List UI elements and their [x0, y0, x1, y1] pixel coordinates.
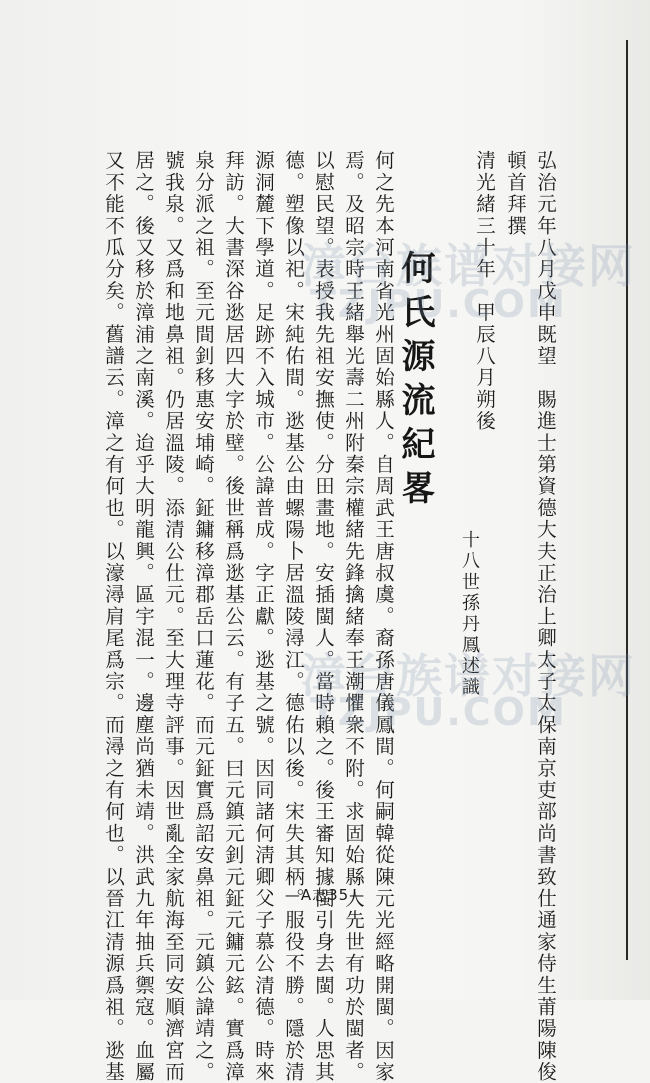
body-line: 拜訪。大書深谷逖居四大字於壁。後世稱爲逖基公云。有子五。曰元鎮元釗元鉦元鏞元鉉。實爲漳	[222, 150, 245, 1083]
body-line: 德。塑像以祀。宋純佑間。逖基公由螺陽卜居溫陵潯江。德佑以後。宋失其柄。服役不勝。隱於清	[282, 150, 305, 1083]
header-line-colophon: 弘治元年八月戊申既望 賜進士第資德大夫正治上卿太子太保南京吏部尚書致仕通家侍生莆陽陳俊	[534, 150, 557, 1083]
body-line: 居之。後又移於漳浦之南溪。迨乎大明龍興。區宇混一。邊塵尚猶未靖。洪武九年抽兵禦寇。血屬	[132, 150, 155, 1083]
body-line: 又不能不瓜分矣。舊譜云。漳之有何也。以濠潯肩尾爲宗。而潯之有何也。以晉江清源爲祖。逖基	[102, 150, 125, 1083]
watermark-url: TZJPU.COM	[310, 690, 567, 734]
body-line: 何之先本河南省光州固始縣人。自周武王唐叔虞。裔孫唐儀鳳間。何嗣韓從陳元光經略開閩。因家	[372, 150, 395, 1083]
author-line: 十八世孫丹鳳述識	[459, 530, 480, 698]
document-title: 何氏源流紀畧	[395, 250, 435, 514]
body-line: 焉。及昭宗時王緒舉光壽二州附秦宗權緒先鋒擒緒奉王潮懼衆不附。求固始縣人先世有功於閩者。	[342, 150, 365, 1083]
body-line: 泉分派之祖。至元間釗移惠安埔崎。鉦鏞移漳郡岳口蓮花。而元鉦實爲詔安鼻祖。元鎮公諱靖之。	[192, 150, 215, 1083]
body-line: 源洞麓下學道。足跡不入城市。公諱普成。字正獻。逖基之號。因同諸何淸卿父子慕公清德。時來	[252, 150, 275, 1083]
watermark-text: 漳台族谱对接网	[300, 649, 636, 703]
header-line-date: 清光緒三十年 甲辰八月朔後	[473, 150, 496, 433]
page-number: —A志35—	[284, 886, 366, 904]
watermark-text: 漳台族谱对接网	[300, 239, 636, 293]
watermark-url: TZJPU.COM	[310, 282, 567, 326]
body-line: 以慰民望。表授我先祖安撫使。分田畫地。安插閩人。當時賴之。後王審知據閩引身去閩。人思其	[312, 150, 335, 1083]
binding-line	[626, 40, 628, 960]
body-line: 號我泉。又爲和地鼻祖。仍居溫陵。添清公仕元。至大理寺評事。因世亂全家航海至同安順濟宮而	[162, 150, 185, 1083]
header-line-bow: 頓首拜撰	[504, 150, 527, 237]
